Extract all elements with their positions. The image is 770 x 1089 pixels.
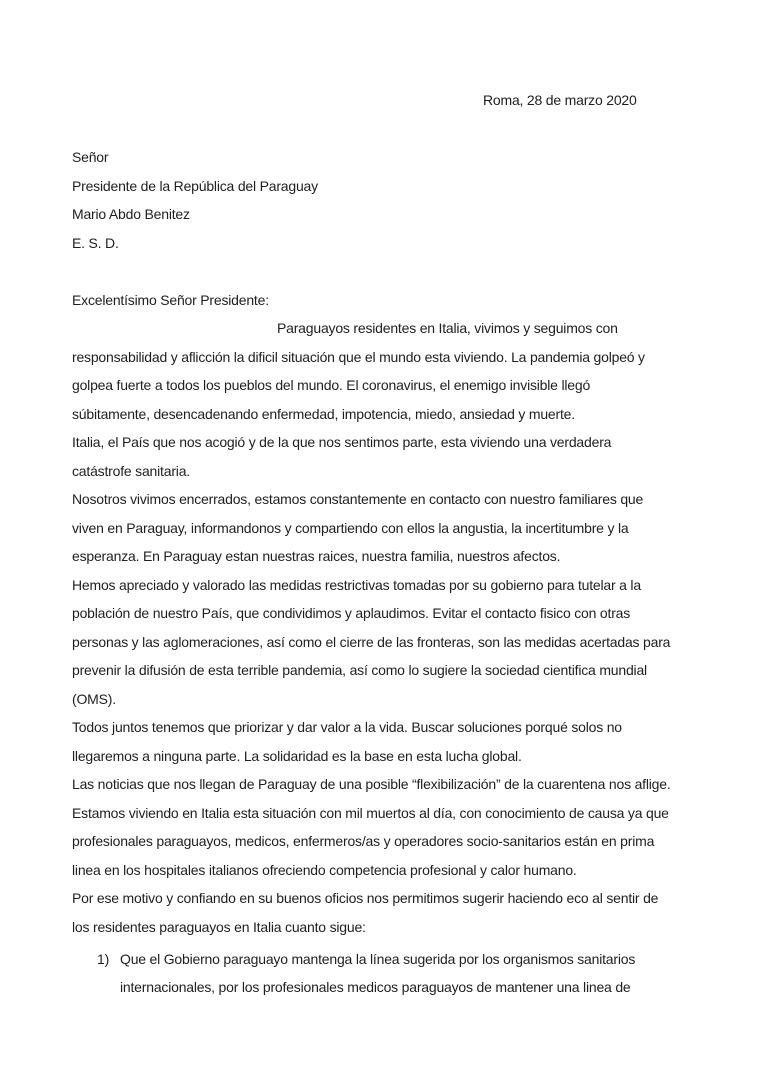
- body-line: (OMS).: [72, 690, 116, 707]
- recipient-title: Señor: [72, 149, 109, 165]
- body-line: personas y las aglomeraciones, así como el cierre de las fronteras, son las medidas acertadas para: [72, 633, 671, 650]
- list-line: internacionales, por los profesionales medicos paraguayos de mantener una linea de: [120, 979, 631, 995]
- letter-body: [72, 314, 710, 1002]
- body-line: población de nuestro País, que condividimos y aplaudimos. Evitar el contacto fisico con otras: [72, 605, 631, 621]
- body-line: esperanza. En Paraguay estan nuestras raices, nuestra familia, nuestros afectos.: [72, 548, 561, 564]
- recipient-name: Mario Abdo Benitez: [72, 206, 190, 222]
- body-line: los residentes paraguayos en Italia cuanto sigue:: [72, 918, 366, 935]
- body-line: Paraguayos residentes en Italia, vivimos y seguimos con: [277, 320, 618, 336]
- body-line: Italia, el País que nos acogió y de la que nos sentimos parte, esta viviendo una verdadera: [72, 434, 612, 450]
- body-line: linea en los hospitales italianos ofreciendo competencia profesional y calor humano.: [72, 861, 577, 878]
- body-line: Estamos viviendo en Italia esta situación con mil muertos al día, con conocimiento de causa ya que: [72, 804, 669, 821]
- body-line: Nosotros vivimos encerrados, estamos constantemente en contacto con nuestro familiares que: [72, 491, 644, 507]
- date-line: Roma, 28 de marzo 2020: [483, 92, 637, 108]
- body-line: Las noticias que nos llegan de Paraguay de una posible “flexibilización” de la cuarentena nos aflige.: [72, 776, 671, 792]
- body-line: golpea fuerte a todos los pueblos del mundo. El coronavirus, el enemigo invisible llegó: [72, 377, 591, 393]
- body-line: súbitamente, desencadenando enfermedad, impotencia, miedo, ansiedad y muerte.: [72, 405, 575, 422]
- recipient-office: Presidente de la República del Paraguay: [72, 177, 318, 194]
- body-line: llegaremos a ninguna parte. La solidaridad es la base en esta lucha global.: [72, 747, 522, 764]
- body-line: catástrofe sanitaria.: [72, 462, 190, 479]
- recipient-esd: E. S. D.: [72, 234, 119, 251]
- body-line: Hemos apreciado y valorado las medidas restrictivas tomadas por su gobierno para tutelar a la: [72, 576, 641, 593]
- body-line: viven en Paraguay, informandonos y compartiendo con ellos la angustia, la incertitumbre y la: [72, 519, 629, 536]
- recipient-block: [72, 143, 710, 257]
- body-line: profesionales paraguayos, medicos, enfermeros/as y operadores socio-sanitarios están en prima: [72, 833, 655, 849]
- list-text: Que el Gobierno paraguayo mantenga la línea sugerida por los organismos sanitarios: [120, 950, 636, 967]
- list-line: [72, 945, 710, 974]
- body-line: Por ese motivo y confiando en su buenos oficios nos permitimos sugerir haciendo eco al sentir de: [72, 890, 659, 906]
- body-line: Todos juntos tenemos que priorizar y dar valor a la vida. Buscar soluciones porqué solos no: [72, 719, 622, 735]
- body-line: prevenir la difusión de esta terrible pandemia, así como lo sugiere la sociedad cientifica mundial: [72, 662, 647, 678]
- body-line: responsabilidad y aflicción la dificil situación que el mundo esta viviendo. La pandemia golpeó y: [72, 348, 645, 365]
- list-marker: 1): [97, 950, 110, 967]
- salutation: Excelentísimo Señor Presidente:: [72, 291, 269, 308]
